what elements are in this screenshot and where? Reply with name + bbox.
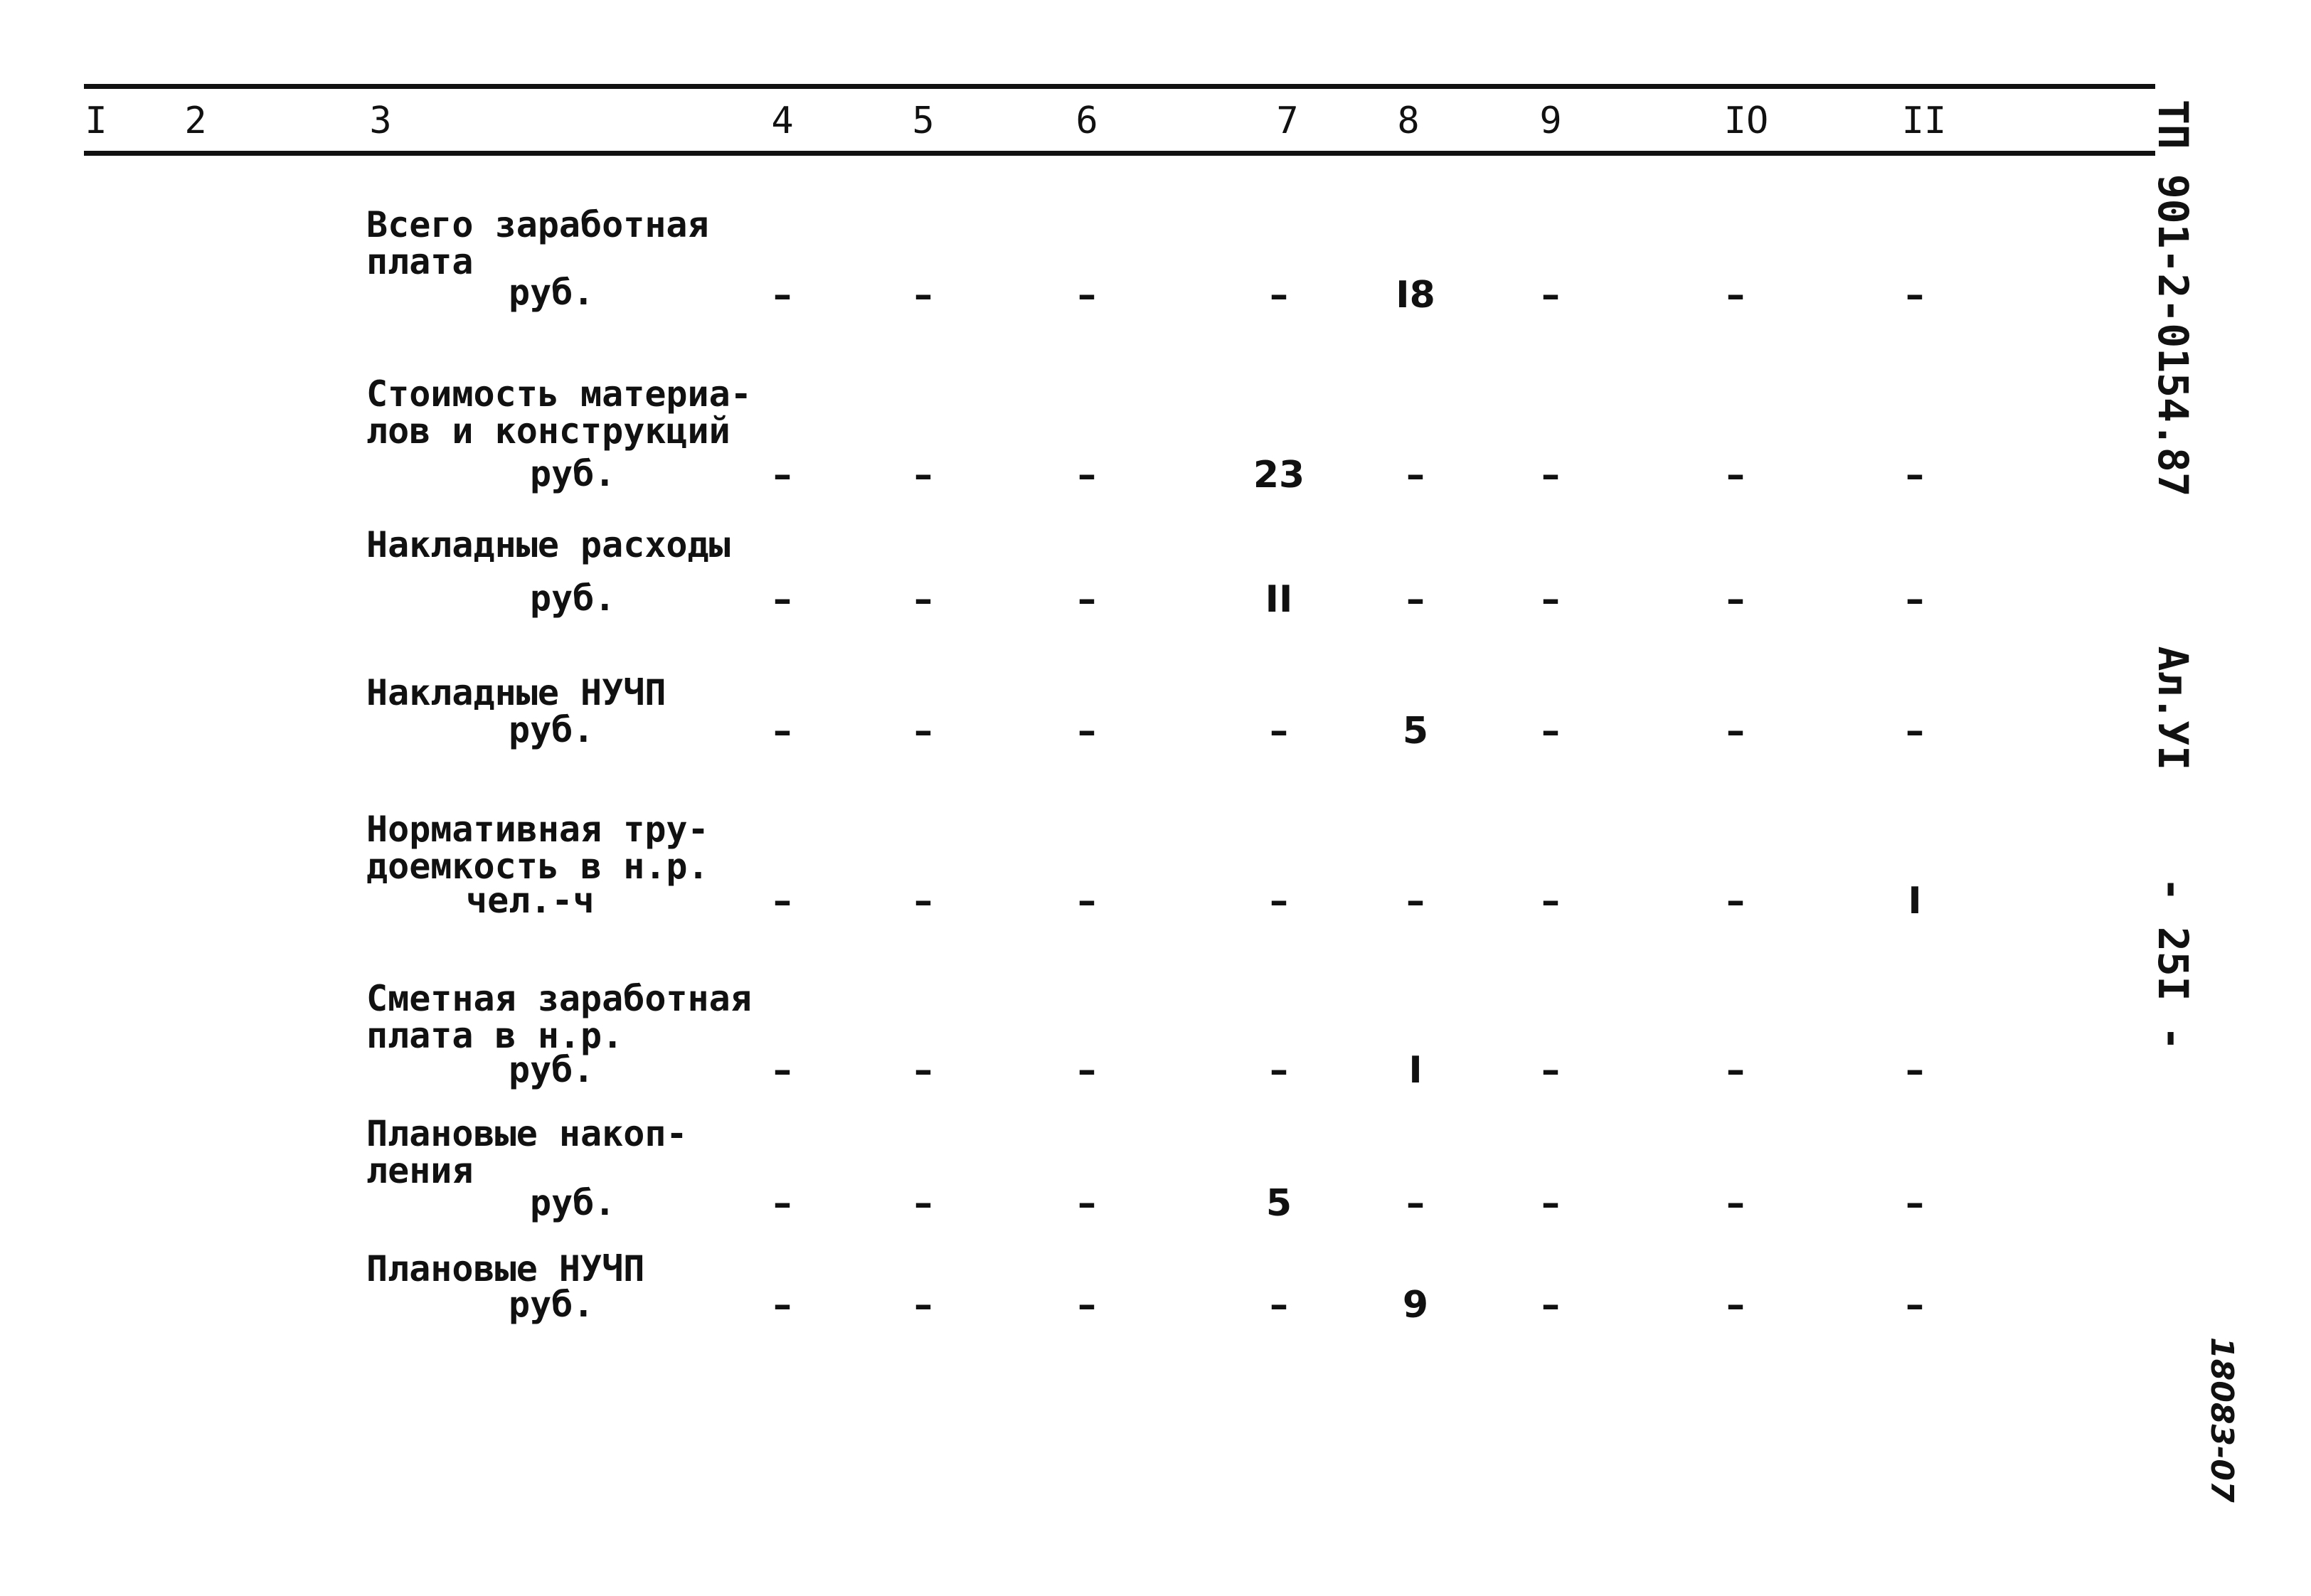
table-cell: I bbox=[1408, 1049, 1423, 1092]
column-header-10: IO bbox=[1723, 100, 1769, 142]
table-cell: 5 bbox=[1402, 710, 1429, 752]
row-unit: руб. bbox=[530, 578, 616, 619]
table-cell: – bbox=[1906, 274, 1924, 316]
row-label bbox=[366, 674, 666, 711]
table-cell: – bbox=[773, 454, 792, 496]
table-cell: – bbox=[1726, 880, 1745, 922]
row-label bbox=[366, 206, 709, 280]
row-unit: руб. bbox=[509, 1284, 595, 1325]
archive-stamp: 18083-07 bbox=[2204, 1337, 2240, 1503]
table-cell: 9 bbox=[1402, 1284, 1429, 1326]
column-header-7: 7 bbox=[1276, 100, 1299, 142]
table-cell: – bbox=[1906, 578, 1924, 621]
row-label-line: Нормативная тру- bbox=[366, 809, 709, 850]
table-cell: – bbox=[1270, 880, 1288, 922]
table-cell: II bbox=[1265, 578, 1293, 621]
row-label bbox=[366, 811, 709, 885]
table-cell: – bbox=[1541, 578, 1560, 621]
row-unit: руб. bbox=[530, 1182, 616, 1223]
table-cell: – bbox=[1270, 274, 1288, 316]
table-cell: – bbox=[1726, 1284, 1745, 1326]
row-label-line: Всего заработная bbox=[366, 204, 709, 245]
table-cell: – bbox=[1726, 454, 1745, 496]
table-cell: – bbox=[1078, 274, 1096, 316]
table-cell: – bbox=[1406, 578, 1425, 621]
table-cell: – bbox=[1078, 578, 1096, 621]
table-cell: – bbox=[1726, 274, 1745, 316]
row-label-line: Плановые накоп- bbox=[366, 1113, 688, 1154]
table-cell: – bbox=[1406, 454, 1425, 496]
table-cell: – bbox=[1906, 1049, 1924, 1092]
side-document-code bbox=[2148, 100, 2198, 1050]
row-label-line: Плановые НУЧП bbox=[366, 1248, 645, 1289]
table-cell: – bbox=[773, 274, 792, 316]
table-cell: – bbox=[914, 274, 933, 316]
column-header-6: 6 bbox=[1075, 100, 1098, 142]
column-header-5: 5 bbox=[912, 100, 935, 142]
row-label-line: Сметная заработная bbox=[366, 978, 752, 1019]
table-cell: I bbox=[1908, 880, 1922, 922]
table-cell: – bbox=[1541, 274, 1560, 316]
table-cell: – bbox=[1078, 1284, 1096, 1326]
row-label-line: Накладные НУЧП bbox=[366, 672, 666, 713]
table-cell: – bbox=[1541, 880, 1560, 922]
table-cell: – bbox=[1726, 710, 1745, 752]
row-label bbox=[366, 373, 752, 452]
table-cell: – bbox=[1541, 1284, 1560, 1326]
table-cell: 23 bbox=[1253, 454, 1305, 496]
table-cell: – bbox=[1270, 710, 1288, 752]
header-bottom-rule bbox=[84, 151, 2155, 156]
row-unit: руб. bbox=[509, 1049, 595, 1090]
page-number: - 25I - bbox=[2149, 877, 2197, 1051]
table-cell: – bbox=[1078, 454, 1096, 496]
table-cell: – bbox=[1078, 1182, 1096, 1225]
table-cell: – bbox=[773, 1182, 792, 1225]
table-cell: – bbox=[1078, 710, 1096, 752]
table-cell: – bbox=[1541, 1182, 1560, 1225]
table-cell: – bbox=[1078, 880, 1096, 922]
table-cell: – bbox=[773, 1049, 792, 1092]
table-cell: I8 bbox=[1396, 274, 1435, 316]
table-cell: – bbox=[1270, 1049, 1288, 1092]
table-cell: – bbox=[1541, 710, 1560, 752]
row-unit: чел.-ч bbox=[466, 880, 595, 921]
table-cell: – bbox=[1906, 1182, 1924, 1225]
row-label bbox=[366, 980, 752, 1054]
column-header-11: II bbox=[1901, 100, 1947, 142]
row-label bbox=[366, 526, 731, 563]
table-cell: – bbox=[1906, 710, 1924, 752]
row-label-line: плата bbox=[366, 241, 474, 282]
doc-code: ТП 901-2-0154.87 bbox=[2149, 100, 2197, 497]
table-cell: – bbox=[1906, 454, 1924, 496]
table-cell: – bbox=[914, 1182, 933, 1225]
table-cell: – bbox=[914, 578, 933, 621]
row-label-line: Стоимость материа- bbox=[366, 373, 752, 415]
table-cell: – bbox=[773, 578, 792, 621]
table-cell: – bbox=[1726, 1049, 1745, 1092]
table-cell: – bbox=[1078, 1049, 1096, 1092]
row-unit: руб. bbox=[530, 453, 616, 494]
row-label-line: доемкость в н.р. bbox=[366, 846, 709, 887]
table-cell: – bbox=[1270, 1284, 1288, 1326]
table-cell: – bbox=[773, 710, 792, 752]
table-cell: – bbox=[914, 1284, 933, 1326]
row-label-line: плата в н.р. bbox=[366, 1015, 624, 1056]
table-cell: – bbox=[1726, 578, 1745, 621]
row-label-line: Накладные расходы bbox=[366, 524, 731, 565]
column-header-4: 4 bbox=[771, 100, 794, 142]
table-cell: – bbox=[914, 454, 933, 496]
header-top-rule bbox=[84, 84, 2155, 89]
row-label bbox=[366, 1115, 688, 1189]
table-cell: – bbox=[1406, 880, 1425, 922]
table-cell: – bbox=[914, 880, 933, 922]
column-header-9: 9 bbox=[1539, 100, 1562, 142]
table-cell: – bbox=[914, 710, 933, 752]
row-label bbox=[366, 1250, 644, 1287]
table-cell: – bbox=[1906, 1284, 1924, 1326]
column-header-2: 2 bbox=[184, 100, 207, 142]
row-label-line: лов и конструкций bbox=[366, 410, 731, 452]
table-cell: 5 bbox=[1265, 1182, 1292, 1225]
table-cell: – bbox=[1541, 454, 1560, 496]
table-cell: – bbox=[773, 1284, 792, 1326]
row-label-line: ления bbox=[366, 1150, 474, 1191]
column-header-1: I bbox=[85, 100, 107, 142]
album-number: Ал.УI bbox=[2149, 646, 2197, 771]
column-header-3: 3 bbox=[369, 100, 392, 142]
table-cell: – bbox=[1406, 1182, 1425, 1225]
row-unit: руб. bbox=[509, 709, 595, 750]
column-header-8: 8 bbox=[1397, 100, 1420, 142]
table-cell: – bbox=[1726, 1182, 1745, 1225]
table-cell: – bbox=[914, 1049, 933, 1092]
table-cell: – bbox=[1541, 1049, 1560, 1092]
row-unit: руб. bbox=[509, 272, 595, 313]
table-cell: – bbox=[773, 880, 792, 922]
